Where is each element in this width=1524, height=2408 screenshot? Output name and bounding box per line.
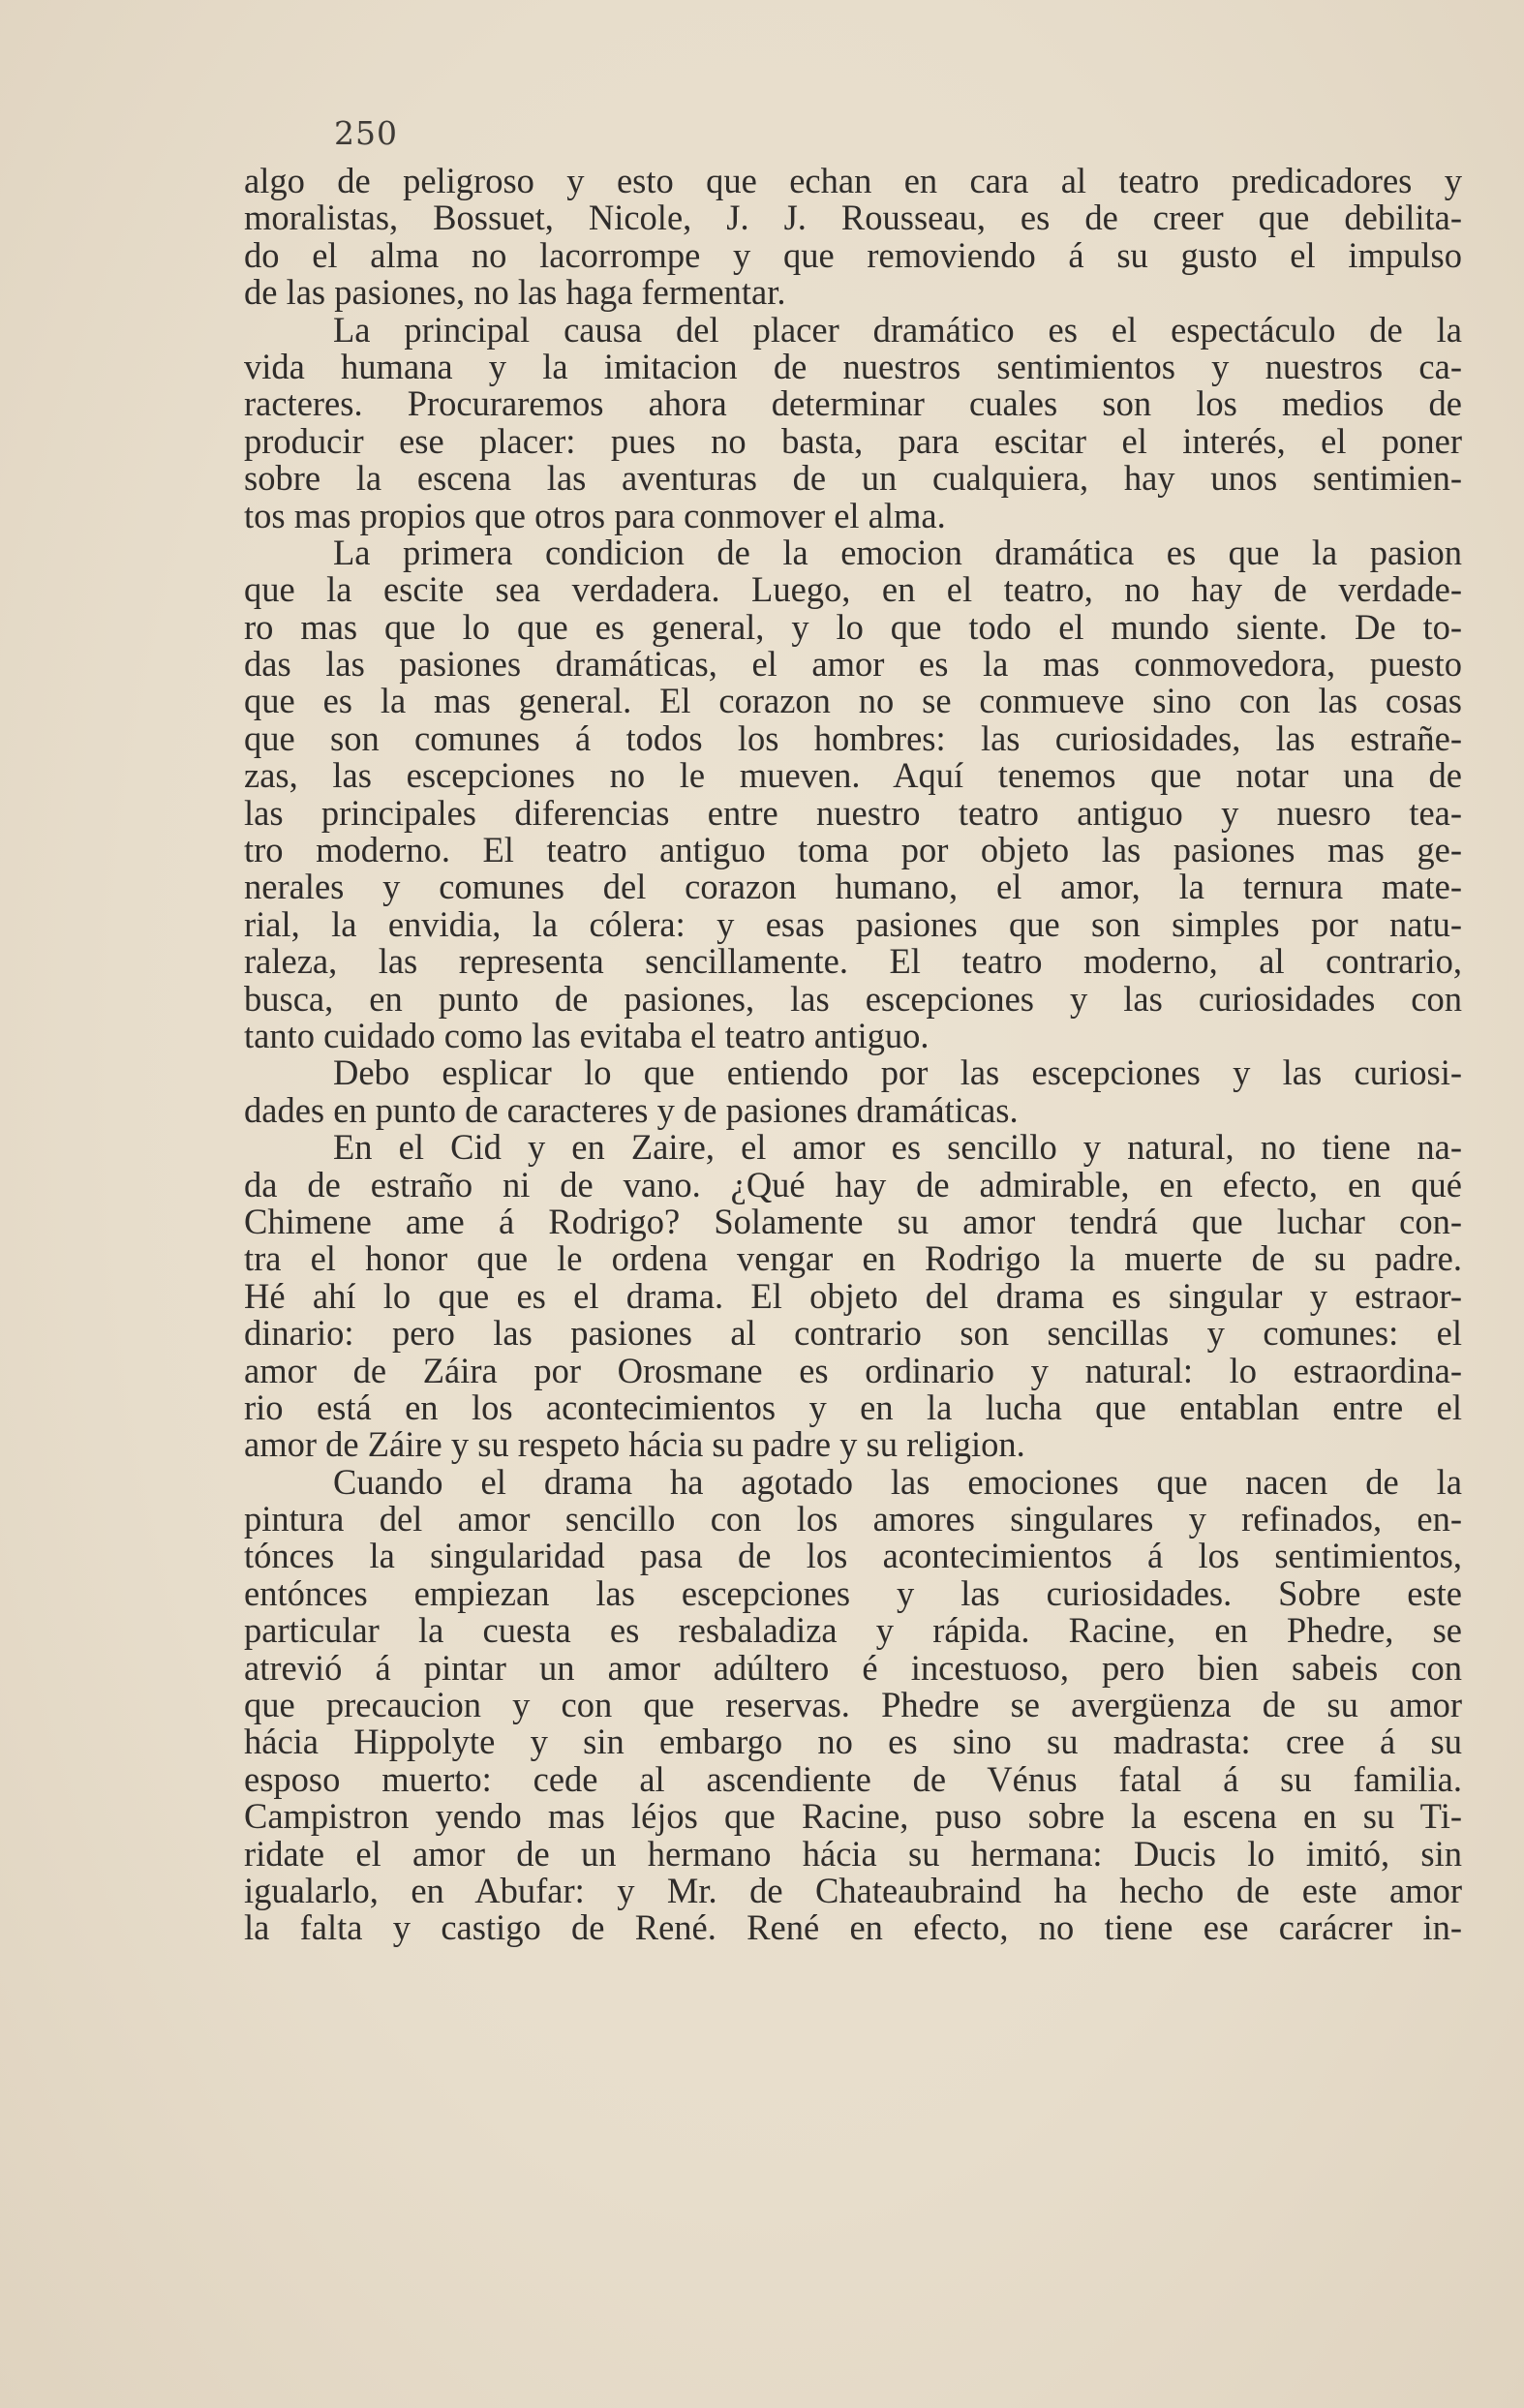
text-line: igualarlo, en Abufar: y Mr. de Chateaubraind ha hecho de este amor xyxy=(244,1870,1462,1910)
text-line: entónces empiezan las escepciones y las curiosidades. Sobre este xyxy=(244,1572,1462,1613)
text-line: racteres. Procuraremos ahora determinar cuales son los medios de xyxy=(244,383,1462,424)
text-line: moralistas, Bossuet, Nicole, J. J. Rousseau, es de creer que debilita- xyxy=(244,198,1462,238)
text-line: dinario: pero las pasiones al contrario son sencillas y comunes: el xyxy=(244,1313,1462,1354)
text-line: Campistron yendo mas léjos que Racine, puso sobre la escena en su Ti- xyxy=(244,1796,1462,1837)
text-line: esposo muerto: cede al ascendiente de Vénus fatal á su familia. xyxy=(244,1758,1462,1799)
text-line: tro moderno. El teatro antiguo toma por objeto las pasiones mas ge- xyxy=(244,830,1462,870)
text-line: Chimene ame á Rodrigo? Solamente su amor tendrá que luchar con- xyxy=(244,1201,1462,1241)
text-line: En el Cid y en Zaire, el amor es sencillo y natural, no tiene na- xyxy=(333,1127,1462,1168)
text-line: rio está en los acontecimientos y en la lucha que entablan entre el xyxy=(244,1387,1462,1427)
text-line: busca, en punto de pasiones, las escepciones y las curiosidades con xyxy=(244,978,1462,1019)
text-line: La primera condicion de la emocion dramática es que la pasion xyxy=(333,532,1462,572)
text-line: do el alma no lacorrompe y que removiendo á su gusto el impulso xyxy=(244,234,1462,275)
text-line: rial, la envidia, la cólera: y esas pasiones que son simples por natu- xyxy=(244,903,1462,944)
text-line: tanto cuidado como las evitaba el teatro antiguo. xyxy=(244,1015,930,1055)
text-line: das las pasiones dramáticas, el amor es la mas conmovedora, puesto xyxy=(244,644,1462,685)
text-line: que son comunes á todos los hombres: las curiosidades, las estrañe- xyxy=(244,717,1462,758)
text-line: la falta y castigo de René. René en efecto, no tiene ese carácrer in- xyxy=(244,1907,1462,1948)
text-line: producir ese placer: pues no basta, para escitar el interés, el poner xyxy=(244,420,1462,461)
text-line: que la escite sea verdadera. Luego, en el teatro, no hay de verdade- xyxy=(244,569,1462,610)
text-line: tos mas propios que otros para conmover el alma. xyxy=(244,495,946,535)
text-line: tónces la singularidad pasa de los acontecimientos á los sentimientos, xyxy=(244,1536,1462,1576)
text-line: Hé ahí lo que es el drama. El objeto del drama es singular y estraor- xyxy=(244,1275,1462,1316)
text-line: algo de peligroso y esto que echan en cara al teatro predicadores y xyxy=(244,161,1462,200)
page-number: 250 xyxy=(334,114,398,152)
text-line: hácia Hippolyte y sin embargo no es sino su madrasta: cree á su xyxy=(244,1722,1462,1762)
text-line: zas, las escepciones no le mueven. Aquí tenemos que notar una de xyxy=(244,755,1462,796)
text-line: raleza, las representa sencillamente. El teatro moderno, al contrario, xyxy=(244,941,1462,982)
text-line: las principales diferencias entre nuestro teatro antiguo y nuesro tea- xyxy=(244,792,1462,833)
text-line: Debo esplicar lo que entiendo por las escepciones y las curiosi- xyxy=(333,1052,1462,1093)
text-line: particular la cuesta es resbaladiza y rápida. Racine, en Phedre, se xyxy=(244,1610,1462,1651)
text-line: atrevió á pintar un amor adúltero é incestuoso, pero bien sabeis con xyxy=(244,1647,1462,1688)
text-line: que precaucion y con que reservas. Phedre se avergüenza de su amor xyxy=(244,1685,1462,1725)
text-line: ro mas que lo que es general, y lo que todo el mundo siente. De to- xyxy=(244,606,1462,647)
text-line: ridate el amor de un hermano hácia su hermana: Ducis lo imitó, sin xyxy=(244,1833,1462,1874)
text-line: que es la mas general. El corazon no se conmueve sino con las cosas xyxy=(244,681,1462,721)
text-line: La principal causa del placer dramático es el espectáculo de la xyxy=(333,309,1462,350)
text-line: da de estraño ni de vano. ¿Qué hay de admirable, en efecto, en qué xyxy=(244,1164,1462,1204)
text-line: pintura del amor sencillo con los amores singulares y refinados, en- xyxy=(244,1499,1462,1539)
body-text xyxy=(244,163,1462,1947)
text-line: dades en punto de caracteres y de pasiones dramáticas. xyxy=(244,1089,1019,1130)
text-line: tra el honor que le ordena vengar en Rodrigo la muerte de su padre. xyxy=(244,1238,1462,1279)
text-line: Cuando el drama ha agotado las emociones que nacen de la xyxy=(333,1461,1462,1502)
text-line: nerales y comunes del corazon humano, el amor, la ternura mate- xyxy=(244,867,1462,907)
text-line: vida humana y la imitacion de nuestros sentimientos y nuestros ca- xyxy=(244,346,1462,386)
text-line: amor de Záire y su respeto hácia su padre y su religion. xyxy=(244,1424,1025,1465)
text-line: amor de Záira por Orosmane es ordinario y natural: lo estraordina- xyxy=(244,1350,1462,1390)
text-line: sobre la escena las aventuras de un cualquiera, hay unos sentimien- xyxy=(244,458,1462,499)
text-line: de las pasiones, no las haga fermentar. xyxy=(244,272,786,313)
